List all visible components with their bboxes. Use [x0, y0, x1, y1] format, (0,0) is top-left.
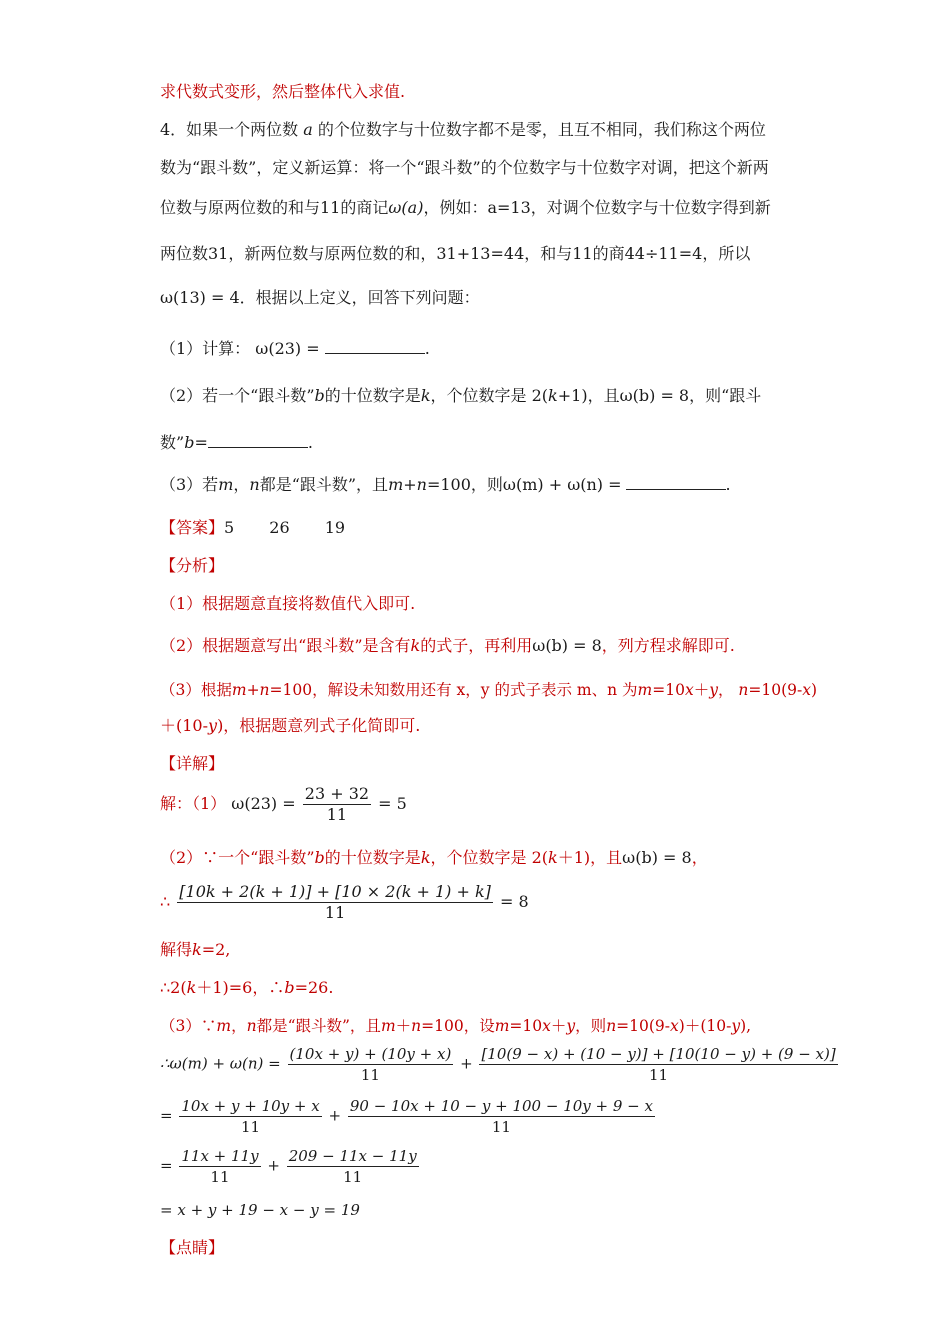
- plus-sign: +: [328, 1106, 342, 1125]
- text: ＋: [550, 1017, 567, 1035]
- text: 都是“跟斗数”，且: [256, 1017, 381, 1035]
- fraction: [348, 1096, 655, 1137]
- var-b: b: [314, 386, 325, 405]
- text: （2）∵一个“跟斗数”: [160, 848, 315, 867]
- text: （2）根据题意写出“跟斗数”是含有: [160, 636, 411, 655]
- solution-2-equation: [160, 882, 529, 923]
- text: ＋1)，且: [557, 848, 623, 867]
- var-y: y: [208, 716, 218, 735]
- solution-2-result-b: [160, 978, 333, 998]
- text: ∴2(: [160, 978, 187, 997]
- var-k: k: [420, 386, 431, 405]
- var-k: k: [420, 848, 431, 867]
- detail-label: 【详解】: [160, 754, 225, 773]
- text: ，列方程求解即可.: [601, 636, 735, 655]
- text: 解得: [160, 940, 193, 959]
- therefore-symbol: ∴: [160, 892, 171, 911]
- text: ＋1)=6，∴: [196, 978, 285, 997]
- solution-3-step-1: [160, 1044, 840, 1085]
- text: ，个位数字是 2(: [430, 848, 549, 867]
- var-k: k: [548, 386, 558, 405]
- question-1: （1）计算： ω(23) = .: [160, 339, 430, 358]
- numerator: 90 − 10x + 10 − y + 100 − 10y + 9 − x: [349, 1097, 653, 1115]
- var-n: n: [738, 681, 749, 699]
- fraction: [479, 1044, 837, 1085]
- text: 位数与原两位数的和与11的商记: [160, 198, 389, 217]
- denominator: 11: [348, 1116, 655, 1137]
- text: 都是“跟斗数”，且: [259, 475, 389, 494]
- numerator: (10x + y) + (10y + x): [289, 1045, 452, 1063]
- answer-blank-3[interactable]: [626, 474, 726, 490]
- plus-sign: +: [460, 1054, 473, 1073]
- solution-3: [160, 1016, 751, 1036]
- answer-blank-2[interactable]: [208, 432, 308, 448]
- equals-sign: =: [160, 1106, 173, 1125]
- question-3: （3）若m，n都是“跟斗数”，且m+n=100，则ω(m) + ω(n) = .: [160, 475, 731, 494]
- omega-23: ω(23) =: [255, 339, 320, 358]
- omega-b: ω(b) = 8: [622, 848, 692, 867]
- text: 的十位数字是: [324, 386, 421, 405]
- denominator: 11: [479, 1064, 837, 1085]
- var-n: n: [246, 1017, 257, 1035]
- numerator: [10k + 2(k + 1)] + [10 × 2(k + 1) + k]: [179, 882, 491, 901]
- question-2: [160, 386, 761, 406]
- text: （3）若: [160, 475, 219, 494]
- numerator: 23 + 32: [304, 784, 370, 803]
- fraction: [177, 882, 493, 923]
- numerator: 209 − 11x − 11y: [288, 1147, 417, 1165]
- fraction: [179, 1096, 321, 1137]
- text: 的十位数字是: [324, 848, 421, 867]
- text: ＋(10-: [160, 716, 209, 735]
- var-x: x: [542, 1017, 551, 1035]
- var-b: b: [184, 433, 195, 452]
- solution-2: [160, 848, 708, 868]
- solution-1: [160, 784, 407, 825]
- text: ): [811, 681, 818, 699]
- text: ，则“跟斗: [689, 386, 762, 405]
- text: =: [194, 433, 208, 452]
- result: = 8: [500, 892, 529, 911]
- text: 的式子，再利用: [420, 636, 533, 655]
- text: 4．如果一个两位数: [160, 120, 299, 139]
- solution-3-step-2: [160, 1096, 657, 1137]
- var-m: m: [494, 1017, 510, 1035]
- numerator: 10x + y + 10y + x: [181, 1097, 320, 1115]
- comment-label: 【点睛】: [160, 1238, 225, 1257]
- text: =100，解设未知数用还有 x，y 的式子表示 m、n 为: [269, 681, 638, 699]
- var-b: b: [284, 978, 295, 997]
- text: )＋(10-: [678, 1017, 732, 1035]
- problem-line-1: [160, 120, 766, 140]
- var-n: n: [411, 1017, 422, 1035]
- text: 数”: [160, 433, 185, 452]
- var-y: y: [566, 1017, 576, 1035]
- problem-line-2: 数为“跟斗数”，定义新运算：将一个“跟斗数”的个位数字与十位数字对调，把这个新两: [160, 158, 769, 177]
- problem-line-4: 两位数31，新两位数与原两位数的和，31+13=44，和与11的商44÷11=4，所以: [160, 244, 751, 263]
- result: = 5: [378, 794, 407, 813]
- text: =10: [652, 681, 685, 699]
- var-m: m: [216, 1017, 232, 1035]
- analysis-label: 【分析】: [160, 556, 225, 575]
- text: （2）若一个“跟斗数”: [160, 386, 315, 405]
- text: （3）根据: [160, 681, 232, 699]
- text: ，例如：: [423, 198, 488, 217]
- analysis-3-line-2: [160, 716, 420, 736]
- answer-label: 【答案】: [160, 518, 225, 537]
- omega-13: ω(13) = 4: [160, 288, 240, 307]
- solution-2-result-k: [160, 940, 230, 960]
- text: ．根据以上定义，回答下列问题：: [239, 288, 480, 307]
- text: =10(9-: [616, 1017, 671, 1035]
- text: =26.: [294, 978, 334, 997]
- var-k: k: [548, 848, 558, 867]
- var-n: n: [249, 475, 260, 494]
- var-m: m: [218, 475, 234, 494]
- answer-line: [160, 518, 345, 538]
- var-x: x: [670, 1017, 679, 1035]
- omega-b: ω(b) = 8: [619, 386, 690, 405]
- text: ，: [691, 848, 708, 867]
- omega-m-plus-omega-n: ω(m) + ω(n) =: [502, 475, 622, 494]
- var-y: y: [731, 1017, 741, 1035]
- equals-sign: =: [160, 1156, 173, 1175]
- text: =2,: [201, 940, 231, 959]
- problem-line-3: [160, 198, 771, 218]
- var-k: k: [410, 636, 421, 655]
- text: ),: [740, 1017, 752, 1035]
- answer-value-3: 19: [324, 518, 346, 537]
- text: （1）计算：: [160, 339, 251, 358]
- var-a: a: [303, 120, 313, 139]
- text: ＋: [693, 681, 710, 699]
- text: （3）∵: [160, 1017, 217, 1035]
- var-k: k: [186, 978, 197, 997]
- denominator: 11: [303, 804, 371, 825]
- text: ，: [233, 475, 250, 494]
- answer-value-2: 26: [269, 518, 290, 537]
- text: ∴ω(m) + ω(n) =: [160, 1054, 281, 1073]
- denominator: 11: [177, 902, 493, 923]
- plus-sign: +: [267, 1156, 280, 1175]
- denominator: 11: [287, 1166, 419, 1187]
- omega-a: ω(a): [388, 198, 424, 217]
- intro-line: 求代数式变形，然后整体代入求值.: [160, 82, 406, 101]
- omega-b: ω(b) = 8: [532, 636, 602, 655]
- var-b: b: [314, 848, 325, 867]
- text: )，根据题意列式子化简即可.: [217, 716, 421, 735]
- fraction: [287, 1146, 419, 1187]
- fraction: [303, 784, 371, 825]
- denominator: 11: [288, 1064, 454, 1085]
- text: ＋: [395, 1017, 412, 1035]
- answer-blank-1[interactable]: [325, 338, 425, 354]
- text: =10: [509, 1017, 543, 1035]
- fraction: [288, 1044, 454, 1085]
- var-y: y: [709, 681, 718, 699]
- text: ，: [717, 681, 734, 699]
- analysis-2: [160, 636, 735, 656]
- text: ，则: [575, 1017, 607, 1035]
- text: a=13，对调个位数字与十位数字得到新: [487, 198, 771, 217]
- omega-23: ω(23) =: [231, 794, 296, 813]
- text: =10(9-: [748, 681, 803, 699]
- denominator: 11: [179, 1116, 321, 1137]
- text: ，个位数字是 2(: [430, 386, 549, 405]
- text: ，: [231, 1017, 247, 1035]
- analysis-1: （1）根据题意直接将数值代入即可.: [160, 594, 416, 613]
- text: =100，设: [421, 1017, 495, 1035]
- var-x: x: [684, 681, 694, 699]
- text: 解：（1）: [160, 794, 227, 813]
- denominator: 11: [179, 1166, 260, 1187]
- text: 的个位数字与十位数字都不是零，且互不相同，我们称这个两位: [317, 120, 766, 139]
- text: +1)，且: [557, 386, 620, 405]
- var-n: n: [606, 1017, 617, 1035]
- problem-line-5: [160, 288, 480, 308]
- question-2-line-2: 数”b= .: [160, 433, 313, 452]
- answer-value-1: 5: [224, 518, 235, 537]
- var-m: m: [380, 1017, 396, 1035]
- var-x: x: [802, 681, 812, 699]
- var-m: m: [637, 681, 653, 699]
- var-mn: m+n: [231, 681, 270, 699]
- fraction: [179, 1146, 260, 1187]
- var-k: k: [192, 940, 202, 959]
- numerator: [10(9 − x) + (10 − y)] + [10(10 − y) + (9 − x)]: [481, 1045, 836, 1063]
- solution-3-step-3: [160, 1146, 421, 1187]
- solution-3-result: = x + y + 19 − x − y = 19: [160, 1201, 360, 1219]
- numerator: 11x + 11y: [181, 1147, 259, 1165]
- text: =100，则: [426, 475, 503, 494]
- var-mn: m+n: [388, 475, 427, 494]
- analysis-3: [160, 680, 817, 700]
